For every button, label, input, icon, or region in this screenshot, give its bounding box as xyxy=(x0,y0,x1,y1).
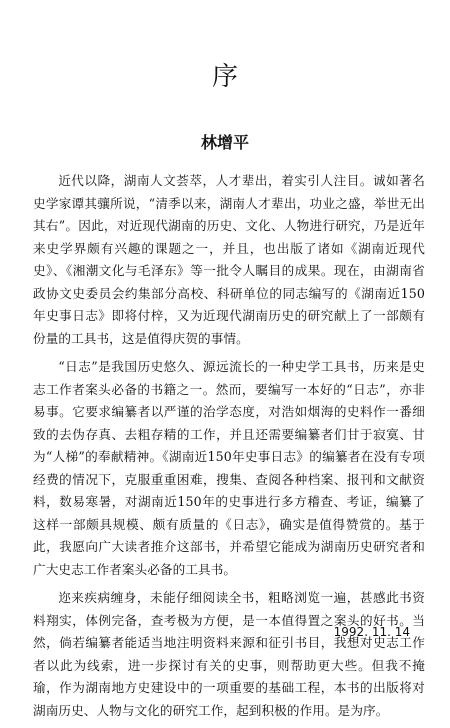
signature-date: 1992. 11. 14 xyxy=(333,625,410,639)
preface-body xyxy=(33,170,425,728)
paragraph: 近代以降，湖南人文荟萃，人才辈出，着实引人注目。诚如著名史学家谭其骧所说，“清季以来，湖南人才辈出，功业之盛，举世无出其右”。因此，对近现代湖南的历史、文化、人物进行研究，乃是近年来史学界颇有兴趣的课题之一，并且，也出版了诸如《湖南近现代史》、《湘潮文化与毛泽东》等一批令人瞩目的成果。现在，由湖南省政协文史委员会约集部分高校、科研单位的同志编写的《湖南近150年史事日志》即将付梓，又为近现代湖南历史的研究献上了一部颇有份量的工具书，这是值得庆贺的事情。 xyxy=(33,173,425,346)
paragraph: 迩来疾病缠身，未能仔细阅读全书，粗略浏览一遍，甚感此书资料翔实，体例完备，查考极为方便，是一本值得置之案头的好书。当然，倘若编纂者能适当地注明资料来源和征引书目，我想对史志工作者以此为线索，进一步探讨有关的史事，则帮助更大些。但我不掩瑜，作为湖南地方史建设中的一项重要的基础工程，本书的出版将对湖南历史、人物与文化的研究工作，起到积极的作用。是为序。 xyxy=(33,590,425,718)
paragraph: “日志”是我国历史悠久、源远流长的一种史学工具书，历来是史志工作者案头必备的书籍之一。然而，要编写一本好的“日志”，亦非易事。它要求编纂者以严谨的治学态度，对浩如烟海的史料作一番细致的去伪存真、去粗存精的工作，并且还需要编纂者们甘于寂寞、甘为“人梯”的奉献精神。《湖南近150年史事日志》的编纂者在没有专项经费的情况下，克服重重困难，搜集、查阅各种档案、报刊和文献资料，数易寒暑，对湖南近150年的史事进行多方稽查、考证，编纂了这样一部颇具规模、颇有质量的《日志》，确实是值得赞赏的。基于此，我愿向广大读者推介这部书，并希望它能成为湖南历史研究者和广大史志工作者案头必备的工具书。 xyxy=(33,359,425,577)
author-name: 林增平 xyxy=(200,133,249,152)
page-title: 序 xyxy=(211,62,238,92)
